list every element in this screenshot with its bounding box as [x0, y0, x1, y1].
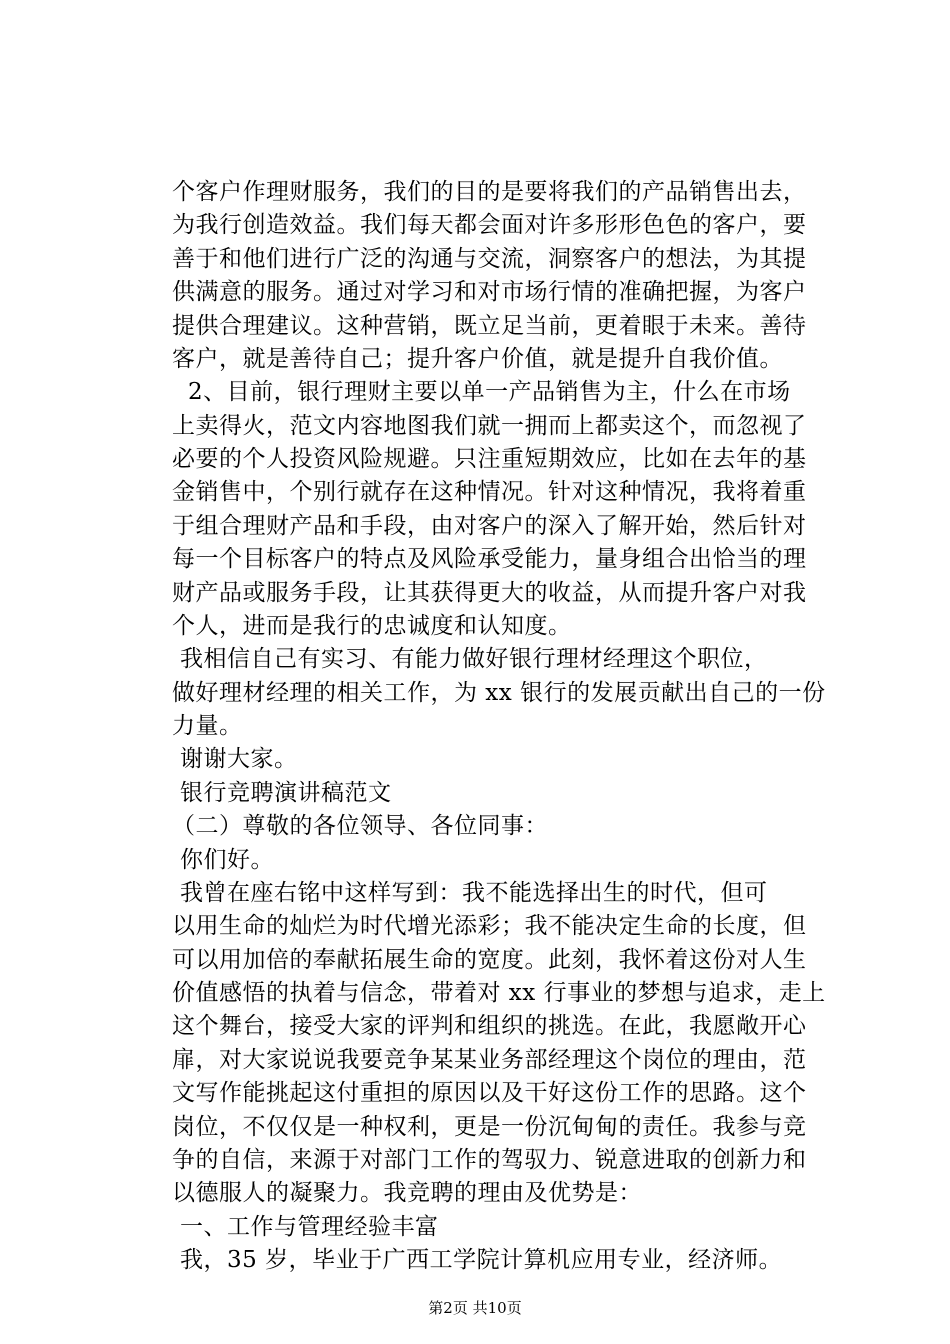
text-line: 个客户作理财服务，我们的目的是要将我们的产品销售出去，	[172, 179, 807, 205]
text-line: 每一个目标客户的特点及风险承受能力，量身组合出恰当的理	[172, 546, 807, 572]
text-line: 财产品或服务手段，让其获得更大的收益，从而提升客户对我	[172, 580, 807, 606]
text-line: 为我行创造效益。我们每天都会面对许多形形色色的客户，要	[172, 212, 807, 238]
text-line: 我相信自己有实习、有能力做好银行理材经理这个职位，	[180, 646, 768, 672]
text-line: 力量。	[172, 713, 243, 739]
text-line: 金销售中，个别行就存在这种情况。针对这种情况，我将着重	[172, 479, 807, 505]
text-line: 做好理材经理的相关工作，为 xx 银行的发展贡献出自己的一份	[172, 680, 826, 706]
text-line: 个人，进而是我行的忠诚度和认知度。	[172, 613, 572, 639]
page-number-footer: 第2页 共10页	[428, 1299, 522, 1317]
text-line: 我，35 岁，毕业于广西工学院计算机应用专业，经济师。	[180, 1247, 783, 1273]
text-line: 我曾在座右铭中这样写到：我不能选择出生的时代，但可	[180, 880, 768, 906]
text-line: 岗位，不仅仅是一种权利，更是一份沉甸甸的责任。我参与竞	[172, 1114, 807, 1140]
text-line: （二）尊敬的各位领导、各位同事：	[172, 813, 548, 839]
text-line: 必要的个人投资风险规避。只注重短期效应，比如在去年的基	[172, 446, 807, 472]
text-line: 扉，对大家说说我要竞争某某业务部经理这个岗位的理由，范	[172, 1047, 807, 1073]
text-line: 你们好。	[180, 847, 274, 873]
text-line: 可以用加倍的奉献拓展生命的宽度。此刻，我怀着这份对人生	[172, 947, 807, 973]
text-line: 客户，就是善待自己；提升客户价值，就是提升自我价值。	[172, 346, 783, 372]
section-heading: 一、工作与管理经验丰富	[180, 1214, 439, 1240]
text-line: 银行竞聘演讲稿范文	[180, 780, 392, 806]
text-line: 善于和他们进行广泛的沟通与交流，洞察客户的想法，为其提	[172, 246, 807, 272]
text-line: 以德服人的凝聚力。我竞聘的理由及优势是：	[172, 1180, 642, 1206]
text-line: 于组合理财产品和手段，由对客户的深入了解开始，然后针对	[172, 513, 807, 539]
text-line: 供满意的服务。通过对学习和对市场行情的准确把握，为客户	[172, 279, 807, 305]
text-line: 争的自信，来源于对部门工作的驾驭力、锐意进取的创新力和	[172, 1147, 807, 1173]
text-line: 文写作能挑起这付重担的原因以及干好这份工作的思路。这个	[172, 1080, 807, 1106]
text-line: 价值感悟的执着与信念，带着对 xx 行事业的梦想与追求，走上	[172, 980, 826, 1006]
text-line: 上卖得火，范文内容地图我们就一拥而上都卖这个，而忽视了	[172, 413, 807, 439]
text-line: 2、目前，银行理财主要以单一产品销售为主，什么在市场	[188, 379, 791, 405]
text-line: 以用生命的灿烂为时代增光添彩；我不能决定生命的长度，但	[172, 913, 807, 939]
text-line: 提供合理建议。这种营销，既立足当前，更着眼于未来。善待	[172, 313, 807, 339]
text-line: 这个舞台，接受大家的评判和组织的挑选。在此，我愿敞开心	[172, 1013, 807, 1039]
text-line: 谢谢大家。	[180, 746, 298, 772]
